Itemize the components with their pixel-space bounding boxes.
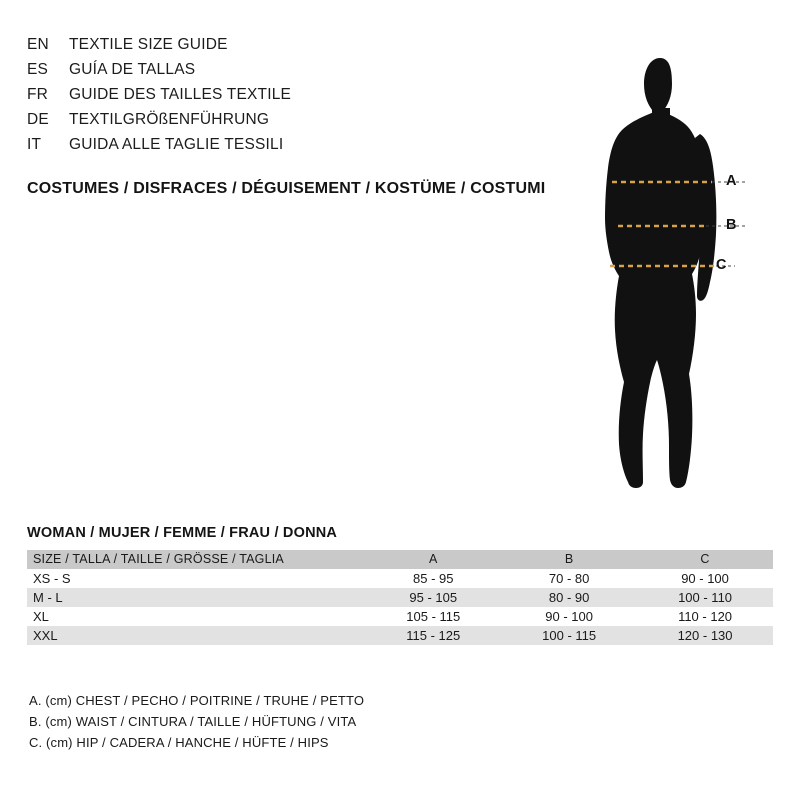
cell-size: XL [27, 607, 365, 626]
language-code: DE [27, 111, 49, 128]
column-header-size: SIZE / TALLA / TAILLE / GRÖSSE / TAGLIA [27, 550, 365, 569]
measure-label-c: C [716, 257, 727, 273]
language-title: GUÍA DE TALLAS [69, 61, 196, 78]
cell-c: 110 - 120 [637, 607, 773, 626]
language-title: TEXTILE SIZE GUIDE [69, 36, 228, 53]
language-row [27, 61, 547, 86]
language-code: ES [27, 61, 49, 78]
language-code: IT [27, 136, 42, 153]
language-row [27, 136, 547, 161]
measure-label-b: B [726, 217, 737, 233]
cell-c: 100 - 110 [637, 588, 773, 607]
measurement-legend [29, 690, 364, 753]
language-header-block [27, 36, 547, 161]
language-code: EN [27, 36, 49, 53]
cell-c: 120 - 130 [637, 626, 773, 645]
table-title: WOMAN / MUJER / FEMME / FRAU / DONNA [27, 525, 338, 541]
column-header-b: B [501, 550, 637, 569]
measure-label-a: A [726, 173, 737, 189]
legend-line-c: C. (cm) HIP / CADERA / HANCHE / HÜFTE / HIPS [29, 735, 329, 750]
table-row [27, 626, 773, 645]
table-header-row [27, 550, 773, 569]
silhouette-svg [540, 30, 780, 500]
language-title: TEXTILGRÖßENFÜHRUNG [69, 111, 270, 128]
column-header-a: A [365, 550, 501, 569]
size-table [27, 550, 773, 645]
table-row [27, 588, 773, 607]
table-row [27, 569, 773, 588]
cell-b: 100 - 115 [501, 626, 637, 645]
cell-size: M - L [27, 588, 365, 607]
cell-b: 90 - 100 [501, 607, 637, 626]
legend-line-a: A. (cm) CHEST / PECHO / POITRINE / TRUHE / PETTO [29, 693, 365, 708]
language-title: GUIDE DES TAILLES TEXTILE [69, 86, 292, 103]
cell-c: 90 - 100 [637, 569, 773, 588]
cell-size: XS - S [27, 569, 365, 588]
cell-size: XXL [27, 626, 365, 645]
language-code: FR [27, 86, 49, 103]
female-silhouette-figure [540, 30, 780, 500]
language-row [27, 111, 547, 136]
cell-a: 105 - 115 [365, 607, 501, 626]
column-header-c: C [637, 550, 773, 569]
costumes-subtitle: COSTUMES / DISFRACES / DÉGUISEMENT / KOSTÜME / COSTUMI [27, 180, 546, 197]
language-row [27, 36, 547, 61]
language-title: GUIDA ALLE TAGLIE TESSILI [69, 136, 284, 153]
cell-a: 95 - 105 [365, 588, 501, 607]
language-row [27, 86, 547, 111]
cell-a: 115 - 125 [365, 626, 501, 645]
cell-b: 70 - 80 [501, 569, 637, 588]
legend-line-b: B. (cm) WAIST / CINTURA / TAILLE / HÜFTUNG / VITA [29, 714, 357, 729]
cell-a: 85 - 95 [365, 569, 501, 588]
table-row [27, 607, 773, 626]
cell-b: 80 - 90 [501, 588, 637, 607]
